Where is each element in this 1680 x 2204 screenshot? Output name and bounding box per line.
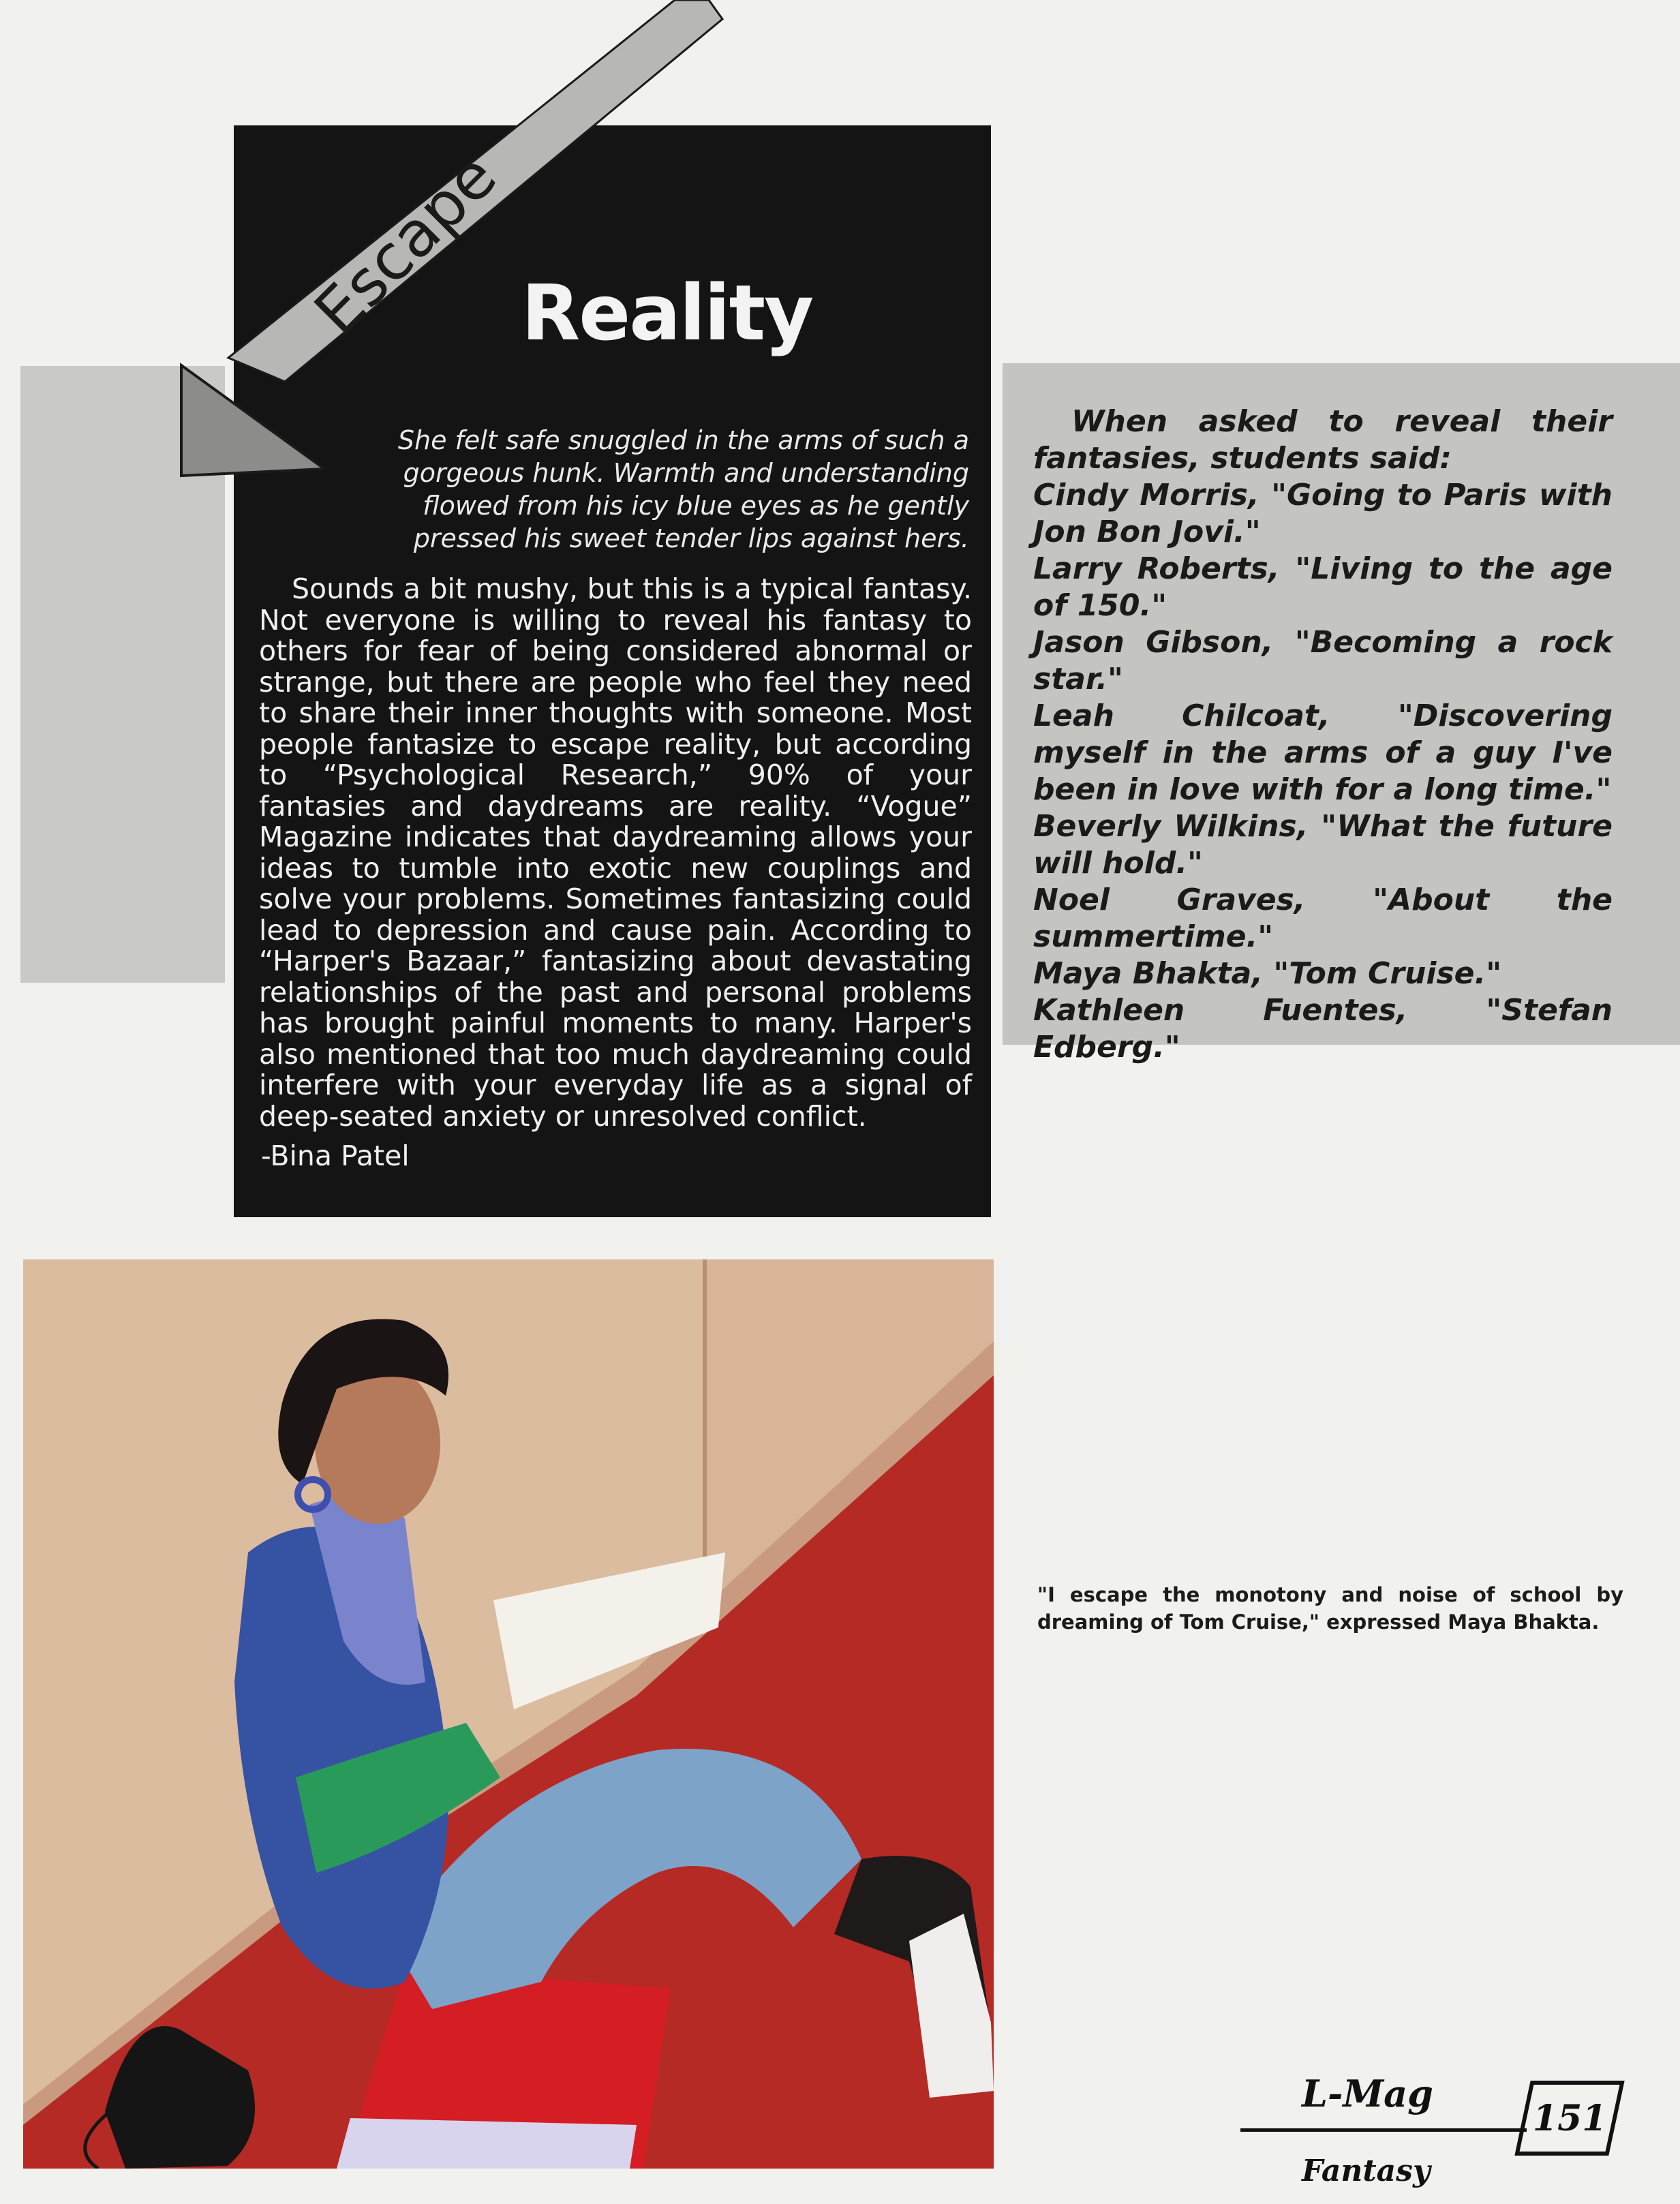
footer-subsection: Fantasy: [1302, 2154, 1431, 2188]
article-body: Sounds a bit mushy, but this is a typical fantasy. Not everyone is willing to reveal his fantasy to others for fear of being considered abnormal or strange, but there are people who feel they need to share their inner thoughts with someone. Most people fantasize to escape reality, but according to “Psychological Research,” 90% of your fantasies and daydreams are reality. “Vogue” Magazine indicates that daydreaming allows your ideas to tumble into exotic new couplings and solve your problems. Sometimes fantasizing could lead to depression and cause pain. According to “Harper's Bazaar,” fantasizing about devastating relationships of the past and personal problems has brought painful moments to many. Harper's also mentioned that too much daydreaming could interfere with your everyday life as a signal of deep-seated anxiety or unresolved conflict.: [259, 572, 972, 1133]
photo-caption: "I escape the monotony and noise of school by dreaming of Tom Cruise," expressed Maya Bhakta.: [1037, 1583, 1623, 1634]
article-byline: -Bina Patel: [261, 1139, 410, 1172]
quotes-intro: When asked to reveal their fantasies, students said:: [1033, 404, 1613, 476]
article-intro: She felt safe snuggled in the arms of such a gorgeous hunk. Warmth and understanding flowed from his icy blue eyes as he gently pressed his sweet tender lips against hers.: [397, 425, 969, 553]
quote-item: Beverly Wilkins, "What the future will hold.": [1033, 809, 1613, 881]
quote-item: Maya Bhakta, "Tom Cruise.": [1033, 956, 1502, 991]
page-number: 151: [1532, 2097, 1607, 2139]
quote-item: Kathleen Fuentes, "Stefan Edberg.": [1033, 993, 1613, 1065]
arrow-head: [181, 365, 324, 476]
page-number-box: [1514, 2081, 1624, 2156]
quote-item: Noel Graves, "About the summertime.": [1033, 883, 1613, 954]
article-kicker: Escape: [301, 139, 510, 350]
quotes-sidebar: [1033, 403, 1613, 1066]
quote-item: Leah Chilcoat, "Discovering myself in the arms of a guy I've been in love with for a long time.": [1033, 699, 1613, 807]
article-title: Reality: [521, 269, 813, 358]
footer-section: L-Mag: [1302, 2072, 1433, 2115]
student-reading-photo: [23, 1259, 994, 2169]
quote-item: Jason Gibson, "Becoming a rock star.": [1033, 625, 1613, 697]
footer-rule: [1240, 2128, 1527, 2132]
quote-item: Cindy Morris, "Going to Paris with Jon Bon Jovi.": [1033, 478, 1613, 549]
quote-item: Larry Roberts, "Living to the age of 150.": [1033, 551, 1613, 623]
